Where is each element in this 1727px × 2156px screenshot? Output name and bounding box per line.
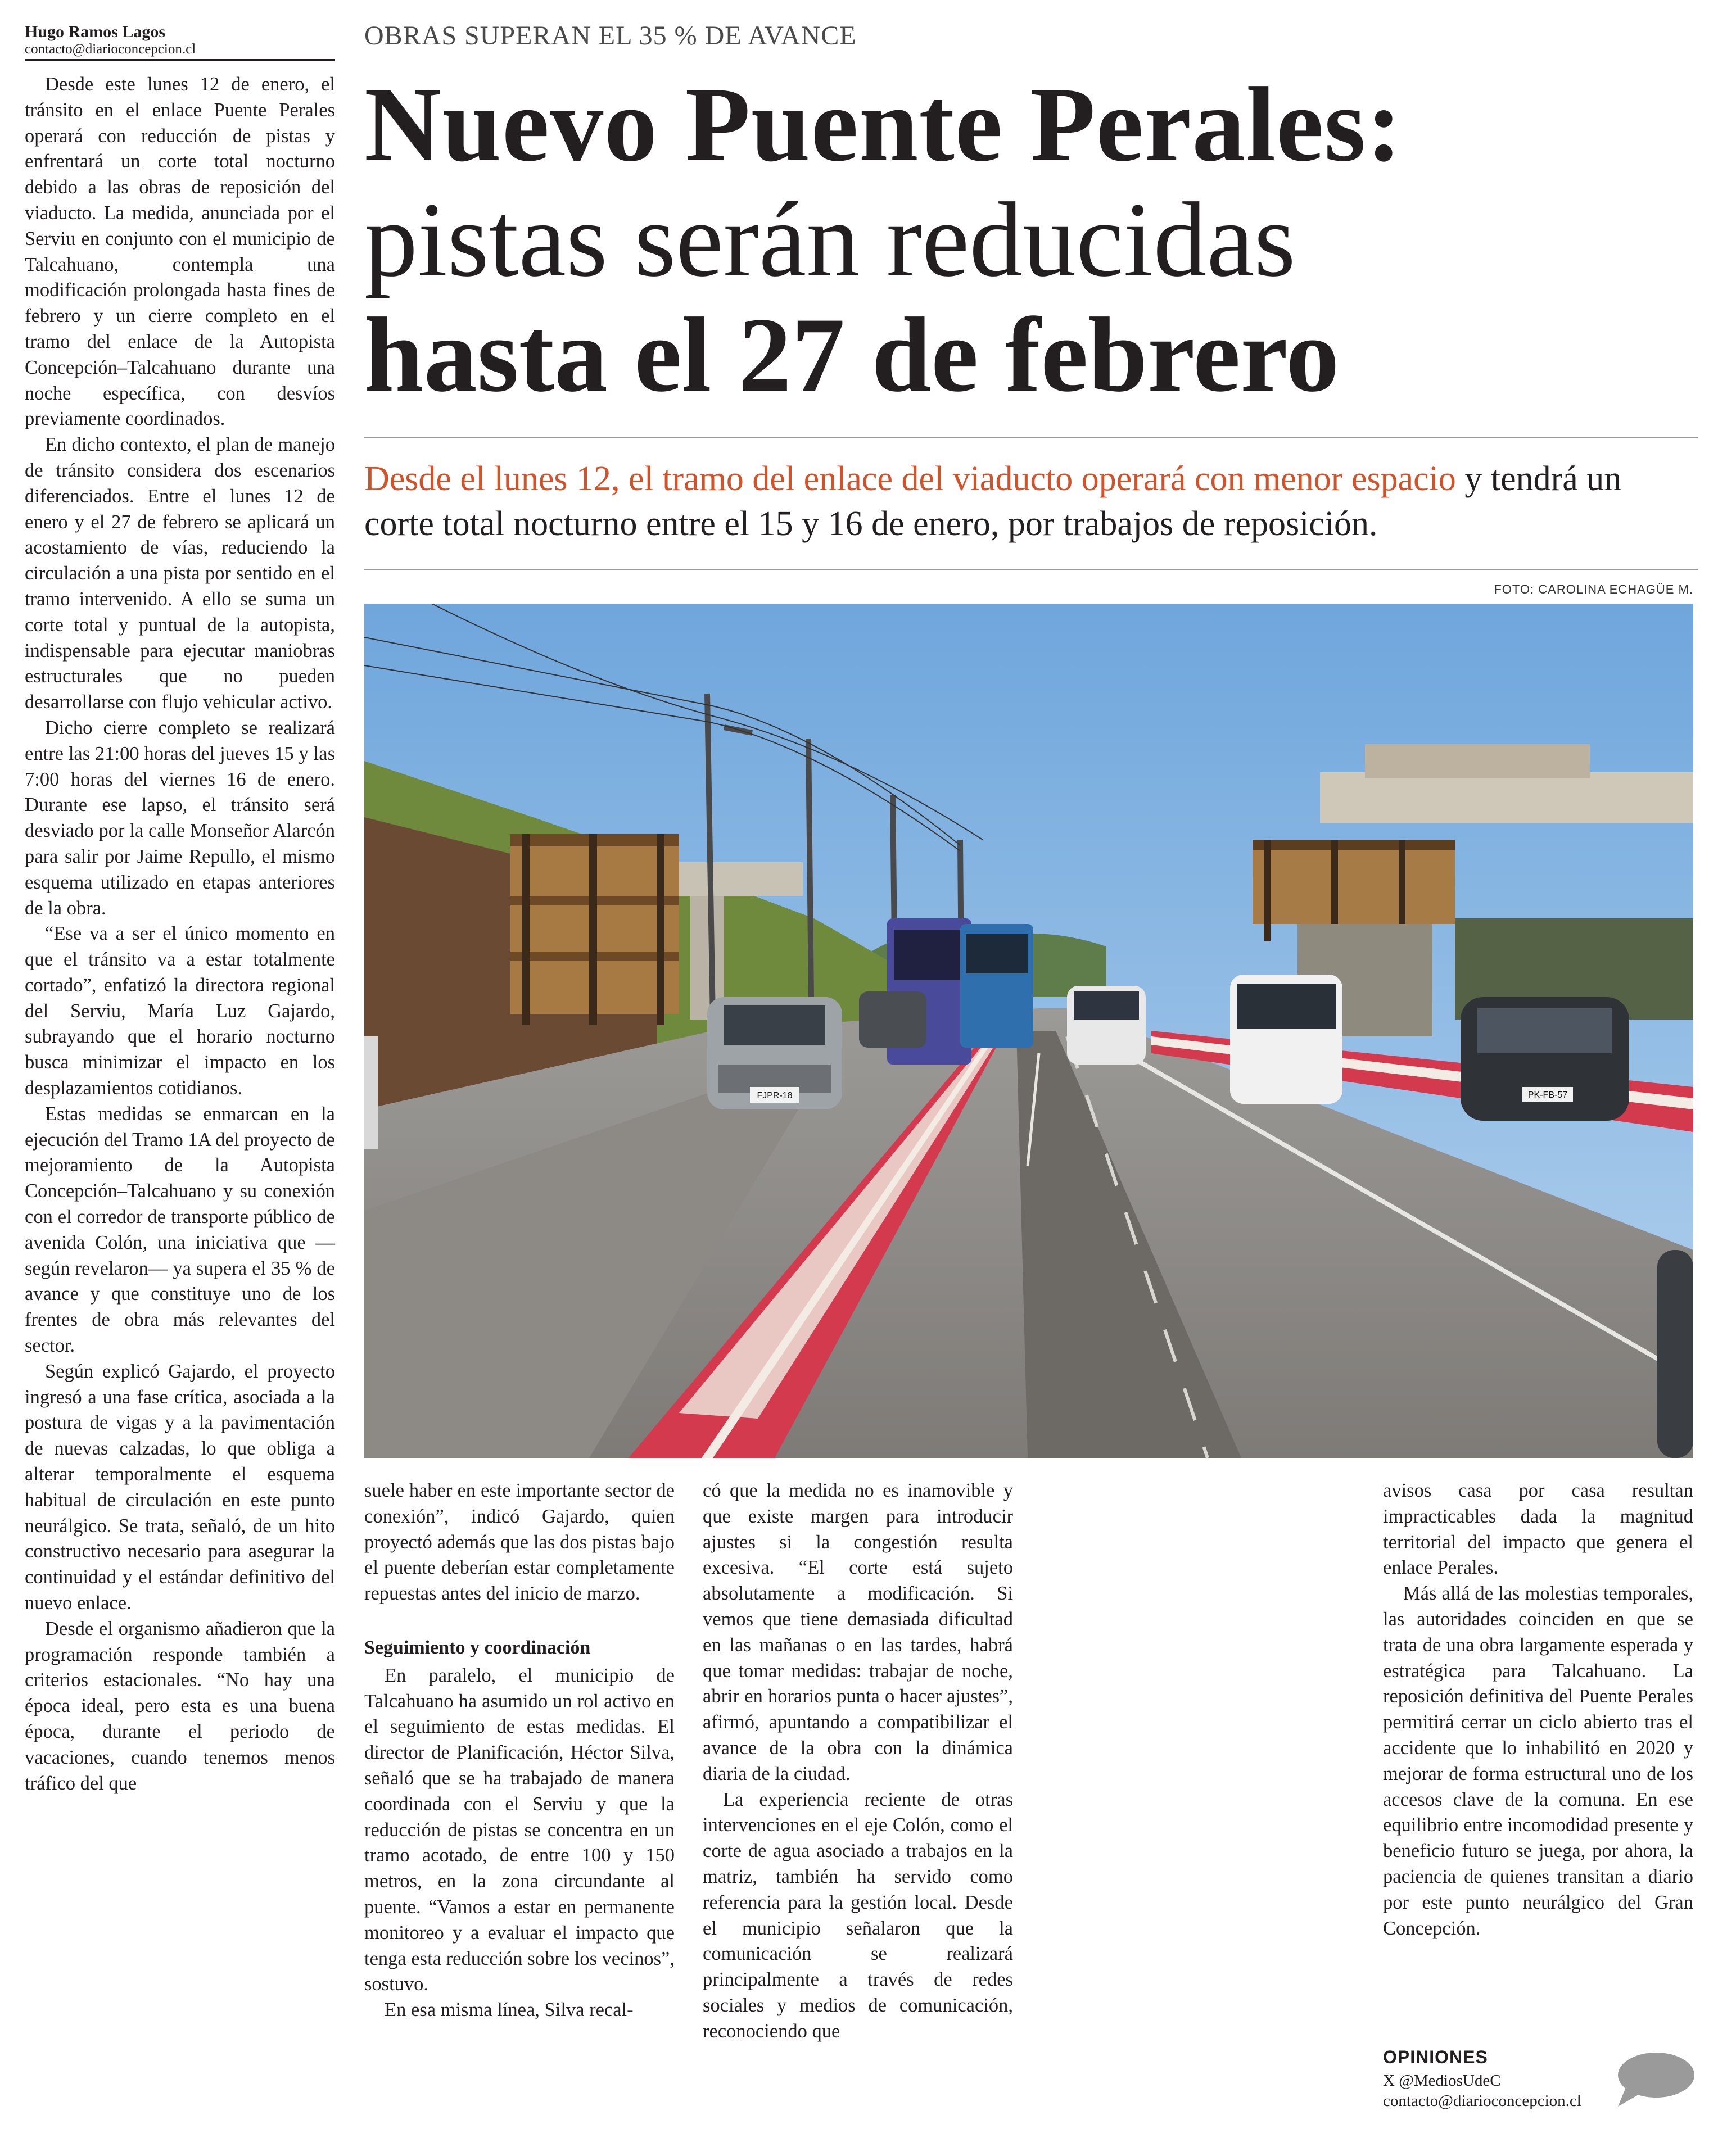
car-edge-left [364, 1036, 378, 1149]
suv-silver-left [707, 997, 842, 1109]
headline-line-1: Nuevo Puente Perales: [364, 66, 1403, 184]
van-white [1230, 975, 1342, 1104]
paragraph: Estas medidas se enmarcan en la ejecución del Tramo 1A del proyecto de mejoramiento de la Autopista Concepción–Talcahuano y su conexión con el corredor de transporte público de avenida Colón, una iniciativa que —según revelaron— ya supera el 35 % de avance y que constituye uno de los frentes de obra más relevantes del sector. [25, 1103, 335, 1357]
bus-blue [960, 924, 1033, 1048]
article-column-1 [25, 72, 335, 1796]
paragraph: Desde este lunes 12 de enero, el tránsito en el enlace Puente Perales operará con reducción de pistas y enfrentará un corte total nocturno debido a las obras de reposición del viaducto. La medida, anunciada por el Serviu en conjunto con el municipio de Talcahuano, contempla una modificación prolongada hasta fines de febrero y un cierre completo en el tramo del enlace de la Autopista Concepción–Talcahuano durante una noche específica, con desvíos previamente coordinados. [25, 74, 335, 430]
headline [364, 67, 1702, 413]
dek-highlight: Desde el lunes 12, el tramo del enlace del viaducto operará con menor espacio [364, 460, 1456, 498]
dek-rule-top [364, 437, 1698, 438]
article-column-3 [703, 1478, 1013, 2045]
dek-rest: y tendrá un corte total nocturno entre el 15 y 16 de enero, por trabajos de reposición. [364, 460, 1622, 543]
hatchback-dark-right [1461, 997, 1629, 1121]
car-edge-right [1657, 1250, 1693, 1458]
paragraph: En dicho contexto, el plan de manejo de tránsito considera dos escenarios diferenciados. Entre el lunes 12 de enero y el 27 de febrero se aplicará un acostamiento de vías, reduciendo la circulación a una pista por sentido en el tramo intervenido. A ello se suma un corte total y puntual de la autopista, indispensable para ejecutar maniobras estructurales que no pueden desarrollarse con flujo vehicular activo. [25, 434, 335, 713]
plate-right: PK-FB-57 [1527, 1090, 1568, 1100]
section-heading: Seguimiento y coordinación [364, 1637, 591, 1658]
paragraph-continued: suele haber en este importante sector de conexión”, indicó Gajardo, quien proyectó además que las dos pistas bajo el puente deberían estar completamente repuestas antes del inicio de marzo. [364, 1480, 675, 1605]
article-column-4 [1383, 1478, 1693, 1941]
paragraph: En paralelo, el municipio de Talcahuano ha asumido un rol activo en el seguimiento de estas medidas. El director de Planificación, Héctor Silva, señaló que se ha trabajado de manera coordinada con el Serviu y que la reducción de pistas se concentra en un tramo acotado, de entre 100 y 150 metros, en la zona circundante al puente. “Vamos a estar en permanente monitoreo y a evaluar el impacto que tenga esta reducción sobre los vecinos”, sostuvo. [364, 1664, 675, 1995]
author-name: Hugo Ramos Lagos [25, 22, 166, 41]
headline-line-3: hasta el 27 de febrero [364, 296, 1340, 414]
byline-divider [25, 59, 335, 61]
paragraph: Desde el organismo añadieron que la programación responde también a criterios estacionales. “No hay una época ideal, pero esta es una buena época, durante el periodo de vacaciones, cuando tenemos menos tráfico del que [25, 1618, 335, 1794]
road-construction-illustration [364, 604, 1693, 1458]
opinions-title: OPINIONES [1383, 2047, 1488, 2067]
speech-bubble-icon [1613, 2050, 1696, 2109]
dek [364, 456, 1698, 546]
paragraph: Según explicó Gajardo, el proyecto ingresó a una fase crítica, asociada a la postura de vigas y a la pavimentación de nuevas calzadas, lo que obliga a alterar temporalmente el esquema habitual de circulación en este punto neurálgico. Se trata, señaló, de un hito constructivo necesario para asegurar la continuidad y el estándar definitivo del nuevo enlace. [25, 1360, 335, 1614]
car-dark-left [859, 991, 926, 1048]
paragraph-continued: avisos casa por casa resultan impracticables dada la magnitud territorial del impacto que genera el enlace Perales. [1383, 1480, 1693, 1579]
opinions-email[interactable]: contacto@diarioconcepcion.cl [1383, 2092, 1581, 2110]
kicker: OBRAS SUPERAN EL 35 % DE AVANCE [364, 21, 857, 51]
photo-credit: FOTO: CAROLINA ECHAGÜE M. [1494, 582, 1693, 596]
article-column-2 [364, 1478, 675, 2023]
author-email[interactable]: contacto@diarioconcepcion.cl [25, 42, 196, 57]
paragraph: La experiencia reciente de otras intervenciones en el eje Colón, como el corte de agua asociado a trabajos en la matriz, también ha servido como referencia para la gestión local. Desde el municipio señalaron que la comunicación se realizará principalmente a través de redes sociales y medios de comunicación, reconociendo que [703, 1788, 1013, 2042]
paragraph-continued: có que la medida no es inamovible y que existe margen para introducir ajustes si la congestión resulta excesiva. “El corte está sujeto absolutamente a modificación. Si vemos que tiene demasiada dificultad en las mañanas o en las tardes, habrá que tomar medidas: trabajar de noche, abrir en horarios punta o hacer ajustes”, afirmó, apuntando a compatibilizar el avance de la obra con la dinámica diaria de la ciudad. [703, 1480, 1013, 1784]
car-white-center [1067, 986, 1146, 1065]
opinions-handle[interactable]: X @MediosUdeC [1383, 2072, 1501, 2090]
plate-left: FJPR-18 [757, 1091, 793, 1100]
dek-rule-bottom [364, 569, 1698, 570]
paragraph: Dicho cierre completo se realizará entre las 21:00 horas del jueves 15 y las 7:00 horas del viernes 16 de enero. Durante ese lapso, el tránsito será desviado por la calle Monseñor Alarcón para salir por Jaime Repullo, el mismo esquema utilizado en etapas anteriores de la obra. [25, 717, 335, 919]
paragraph: “Ese va a ser el único momento en que el tránsito va a estar totalmente cortado”, enfatizó la directora regional del Serviu, María Luz Gajardo, subrayando que el horario nocturno busca minimizar el impacto en los desplazamientos cotidianos. [25, 923, 335, 1099]
paragraph: En esa misma línea, Silva recal- [385, 1999, 634, 2021]
news-photo [364, 604, 1693, 1458]
paragraph: Más allá de las molestias temporales, las autoridades coinciden en que se trata de una obra largamente esperada y estratégica para Talcahuano. La reposición definitiva del Puente Perales permitirá cerrar un ciclo abierto tras el accidente que lo inhabilitó en 2020 y mejorar de forma estructural uno de los accesos clave de la comuna. En ese equilibrio entre incomodidad presente y beneficio futuro se juega, por ahora, la paciencia de quienes transitan a diario por este punto neurálgico del Gran Concepción. [1383, 1583, 1693, 1939]
headline-line-2: pistas serán reducidas [364, 181, 1296, 299]
